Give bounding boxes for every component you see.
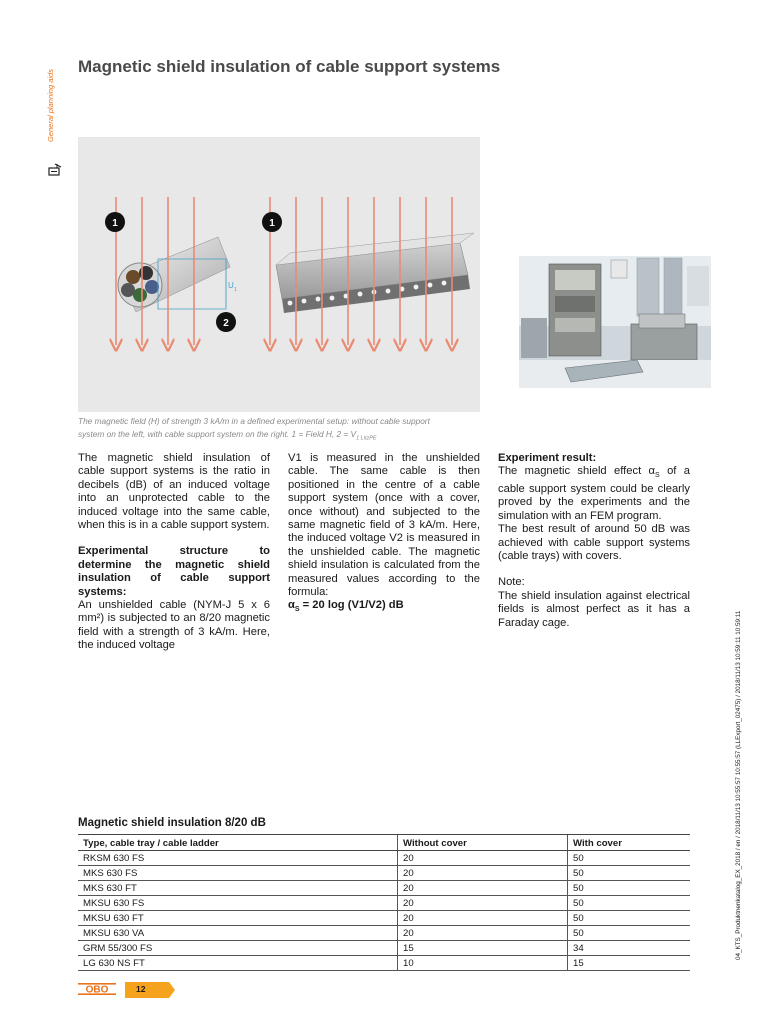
side-section-label bbox=[46, 62, 60, 142]
header-without-cover: Without cover bbox=[398, 835, 568, 851]
result-heading: Experiment result: bbox=[498, 452, 597, 464]
u1-subscript: 1 bbox=[234, 287, 237, 293]
marker-voltage bbox=[216, 312, 236, 332]
test-lab-photo bbox=[519, 256, 711, 388]
table-row: MKSU 630 VA 20 50 bbox=[78, 926, 690, 941]
experiment-heading: Experimental structure to determine the magnetic shield insulation of cable support systems: bbox=[78, 545, 270, 598]
svg-text:1: 1 bbox=[269, 218, 275, 229]
intro-paragraph: The magnetic shield insulation of cable support systems is the ratio in decibels (dB) of an induced voltage into an unprotected cable to the induced voltage into the same cable, when this is in a cable support system. bbox=[78, 452, 270, 532]
header-with-cover: With cover bbox=[568, 835, 691, 851]
page-number: 12 bbox=[136, 984, 146, 994]
result-paragraph-2: The best result of around 50 dB was achieved with cable support systems (cable trays) with covers. bbox=[498, 523, 690, 563]
svg-text:2: 2 bbox=[223, 318, 229, 329]
obo-logo bbox=[78, 982, 116, 996]
svg-text:1: 1 bbox=[112, 218, 118, 229]
marker-field-right bbox=[262, 212, 282, 232]
print-metadata-text: 04_KTS_Produktnenkatalog_EX_2018 / en / 2018/11/13 10:55:57 10:55:57 (LLExport_02475) / 2018/11/13 10:59:11 10:59:11 bbox=[735, 610, 742, 960]
caption-line-2: system on the left, with cable support system on the right. 1 = Field H, $2 = V_{1 LitzPE}$ bbox=[78, 428, 377, 442]
text-column-1 bbox=[78, 452, 270, 653]
table-row: MKS 630 FT 20 50 bbox=[78, 881, 690, 896]
result-paragraph-1: The magnetic shield effect $\alpha_S$ of a cable support system could be clearly proved by the experiments and the simulation with an FEM program. bbox=[498, 465, 690, 522]
table-title: Magnetic shield insulation 8/20 dB bbox=[78, 817, 266, 829]
side-section-label-text: General planning aids bbox=[46, 69, 55, 142]
table-row: MKSU 630 FT 20 50 bbox=[78, 911, 690, 926]
page-number-tab bbox=[125, 982, 175, 998]
u1-label: U bbox=[228, 281, 234, 290]
cable-tray-illustration bbox=[276, 233, 474, 313]
svg-text:OBO: OBO bbox=[85, 984, 109, 996]
figure-caption bbox=[78, 415, 482, 445]
table-row: GRM 55/300 FS 15 34 bbox=[78, 941, 690, 956]
measurement-paragraph: V1 is measured in the unshielded cable. The same cable is then positioned in the centre of a cable support system (once with a cover, once without) and subjected to the same magnetic field of 3 kA/m. Here, the induced voltage V2 is measured in the unshielded cable. The magnetic shield insulation is calculated from the measured values according to the formula: bbox=[288, 452, 480, 599]
table-row: MKSU 630 FS 20 50 bbox=[78, 896, 690, 911]
text-column-2 bbox=[288, 452, 480, 617]
experiment-paragraph: An unshielded cable (NYM-J 5 x 6 mm²) is subjected to an 8/20 magnetic field with a strength of 3 kA/m. Here, the induced voltage bbox=[78, 599, 270, 652]
shield-insulation-table bbox=[78, 834, 690, 971]
caption-line-1: The magnetic field (H) of strength 3 kA/m in a defined experimental setup: without cable support bbox=[78, 416, 430, 426]
marker-field-left bbox=[105, 212, 125, 232]
table-header-row bbox=[78, 835, 690, 851]
note-label: Note: bbox=[498, 576, 525, 589]
page-title: Magnetic shield insulation of cable support systems bbox=[78, 57, 501, 76]
planning-aid-icon bbox=[48, 163, 62, 177]
magnetic-field-figure bbox=[78, 137, 480, 412]
table-row: RKSM 630 FS 20 50 bbox=[78, 851, 690, 866]
header-type: Type, cable tray / cable ladder bbox=[78, 835, 398, 851]
table-row: LG 630 NS FT 10 15 bbox=[78, 956, 690, 971]
unshielded-cable-illustration bbox=[118, 237, 230, 312]
formula: $\alpha_S = 20$ log (V1/V2) dB bbox=[288, 599, 404, 614]
text-column-3 bbox=[498, 452, 690, 630]
note-text: The shield insulation against electrical fields is almost perfect as it has a Faraday cage. bbox=[498, 589, 690, 629]
table-row: MKS 630 FS 20 50 bbox=[78, 866, 690, 881]
